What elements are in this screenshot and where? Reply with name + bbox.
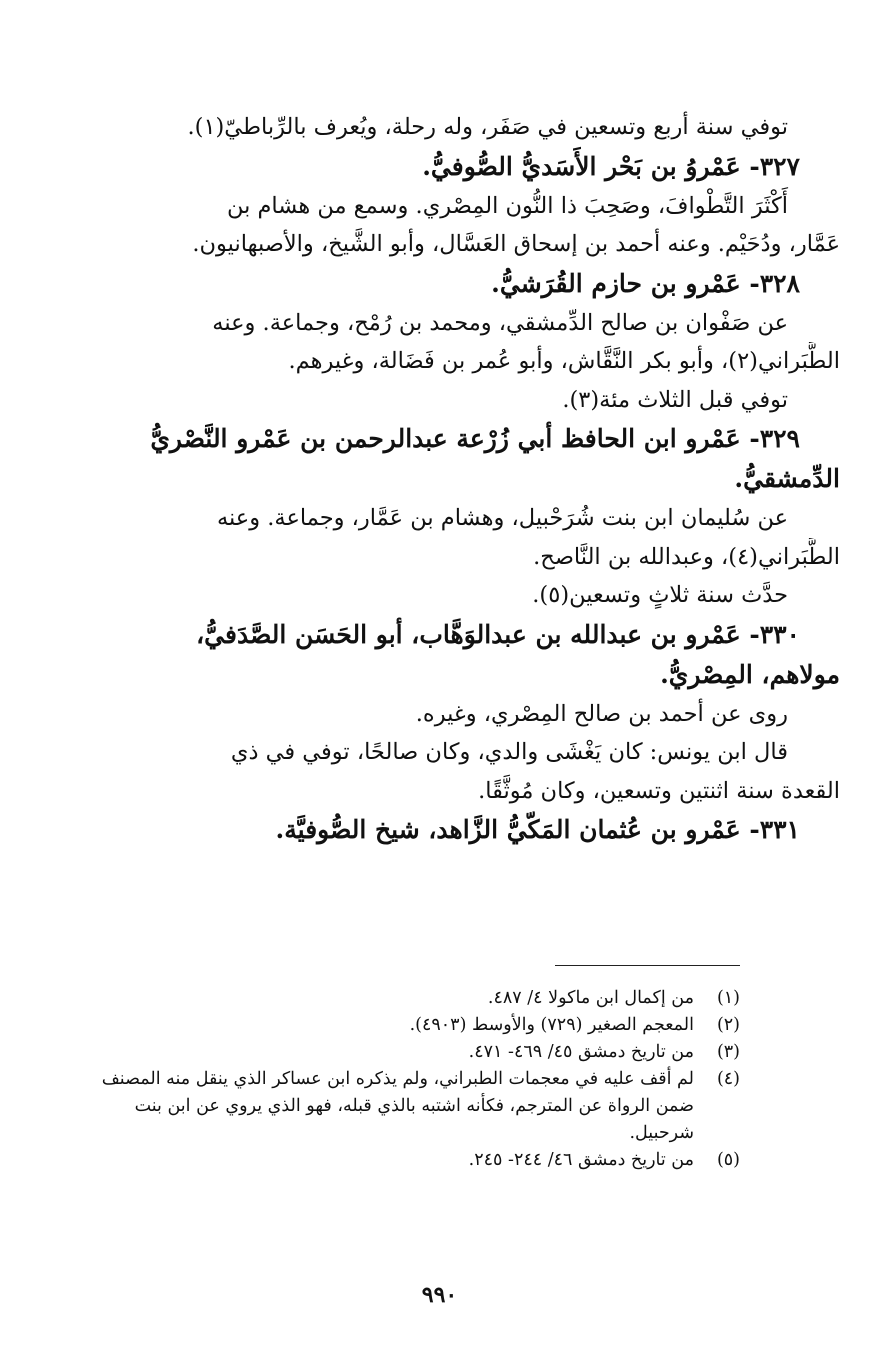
text-line: قال ابن يونس: كان يَغْشَى والدي، وكان صالحًا، توفي في ذي <box>230 739 788 765</box>
footnote-number: (٥) <box>716 1150 740 1170</box>
footnote-text: لم أقف عليه في معجمات الطبراني، ولم يذكره ابن عساكر الذي ينقل منه المصنف <box>101 1069 694 1089</box>
footnote-number: (٣) <box>716 1042 740 1062</box>
entry-heading-328: ٣٢٨- عَمْرو بن حازم القُرَشيُّ. <box>491 268 800 298</box>
footnote-number: (٤) <box>716 1069 740 1089</box>
text-line: أَكْثَرَ التَّطْوافَ، وصَحِبَ ذا النُّون المِصْري. وسمع من هشام بن <box>226 192 788 219</box>
entry-heading-330: ٣٣٠- عَمْرو بن عبدالله بن عبدالوَهَّاب، أبو الحَسَن الصَّدَفيُّ، <box>196 619 800 649</box>
text-line: عن سُليمان ابن بنت شُرَحْبيل، وهشام بن عَمَّار، وجماعة. وعنه <box>216 505 788 531</box>
footnote-text: المعجم الصغير (٧٢٩) والأوسط (٤٩٠٣). <box>409 1015 694 1035</box>
footnote-item <box>101 1066 740 1147</box>
main-text <box>60 108 840 850</box>
footnote-text: من إكمال ابن ماكولا ٤/ ٤٨٧. <box>487 988 694 1008</box>
footnote-item <box>120 1012 740 1039</box>
footnotes <box>101 985 740 1174</box>
footnote-text: ضمن الرواة عن المترجم، فكأنه اشتبه بالذي قبله، فهو الذي يروي عن ابن بنت <box>134 1096 694 1116</box>
footnote-item <box>120 1039 740 1066</box>
footnote-text: من تاريخ دمشق ٤٥/ ٤٦٩- ٤٧١. <box>468 1042 694 1062</box>
entry-heading-330-cont: مولاهم، المِصْريُّ. <box>660 659 840 689</box>
footnote-item <box>120 1147 740 1174</box>
footnote-text-block <box>102 1066 694 1147</box>
text-line: توفي سنة أربع وتسعين في صَفَر، وله رحلة، ويُعرف بالرِّباطيّ(١). <box>187 114 788 140</box>
entry-heading-331: ٣٣١- عَمْرو بن عُثمان المَكّيُّ الزَّاهد، شيخ الصُّوفيَّة. <box>275 815 800 844</box>
entry-heading-327: ٣٢٧- عَمْروُ بن بَحْر الأَسَديُّ الصُّوفيُّ. <box>422 151 800 181</box>
text-line: توفي قبل الثلاث مئة(٣). <box>562 386 788 413</box>
footnote-item <box>120 985 740 1012</box>
footnote-text: من تاريخ دمشق ٤٦/ ٢٤٤- ٢٤٥. <box>468 1150 694 1170</box>
entry-heading-329-cont: الدِّمشقيُّ. <box>734 464 840 493</box>
footnote-number: (٢) <box>716 1015 740 1035</box>
text-line: الطَّبَراني(٤)، وعبدالله بن النَّاصح. <box>533 543 840 570</box>
text-line: الطَّبَراني(٢)، وأبو بكر النَّقَّاش، وأبو عُمر بن فَضَالة، وغيرهم. <box>288 348 840 374</box>
footnote-divider <box>555 965 740 966</box>
text-line: عَمَّار، ودُحَيْم. وعنه أحمد بن إسحاق العَسَّال، وأبو الشَّيخ، والأصبهانيون. <box>192 231 840 257</box>
footnote-text: شرحبيل. <box>629 1123 694 1143</box>
page-number: ٩٩٠ <box>421 1282 458 1308</box>
entry-heading-329: ٣٢٩- عَمْرو ابن الحافظ أبي زُرْعة عبدالرحمن بن عَمْرو النَّصْريُّ <box>150 424 800 453</box>
text-line: حدَّث سنة ثلاثٍ وتسعين(٥). <box>532 582 788 608</box>
text-line: القعدة سنة اثنتين وتسعين، وكان مُوثَّقًا. <box>478 777 840 804</box>
text-line: روى عن أحمد بن صالح المِصْري، وغيره. <box>415 700 788 727</box>
text-line: عن صَفْوان بن صالح الدِّمشقي، ومحمد بن رُمْح، وجماعة. وعنه <box>212 309 788 336</box>
footnote-number: (١) <box>716 988 740 1008</box>
